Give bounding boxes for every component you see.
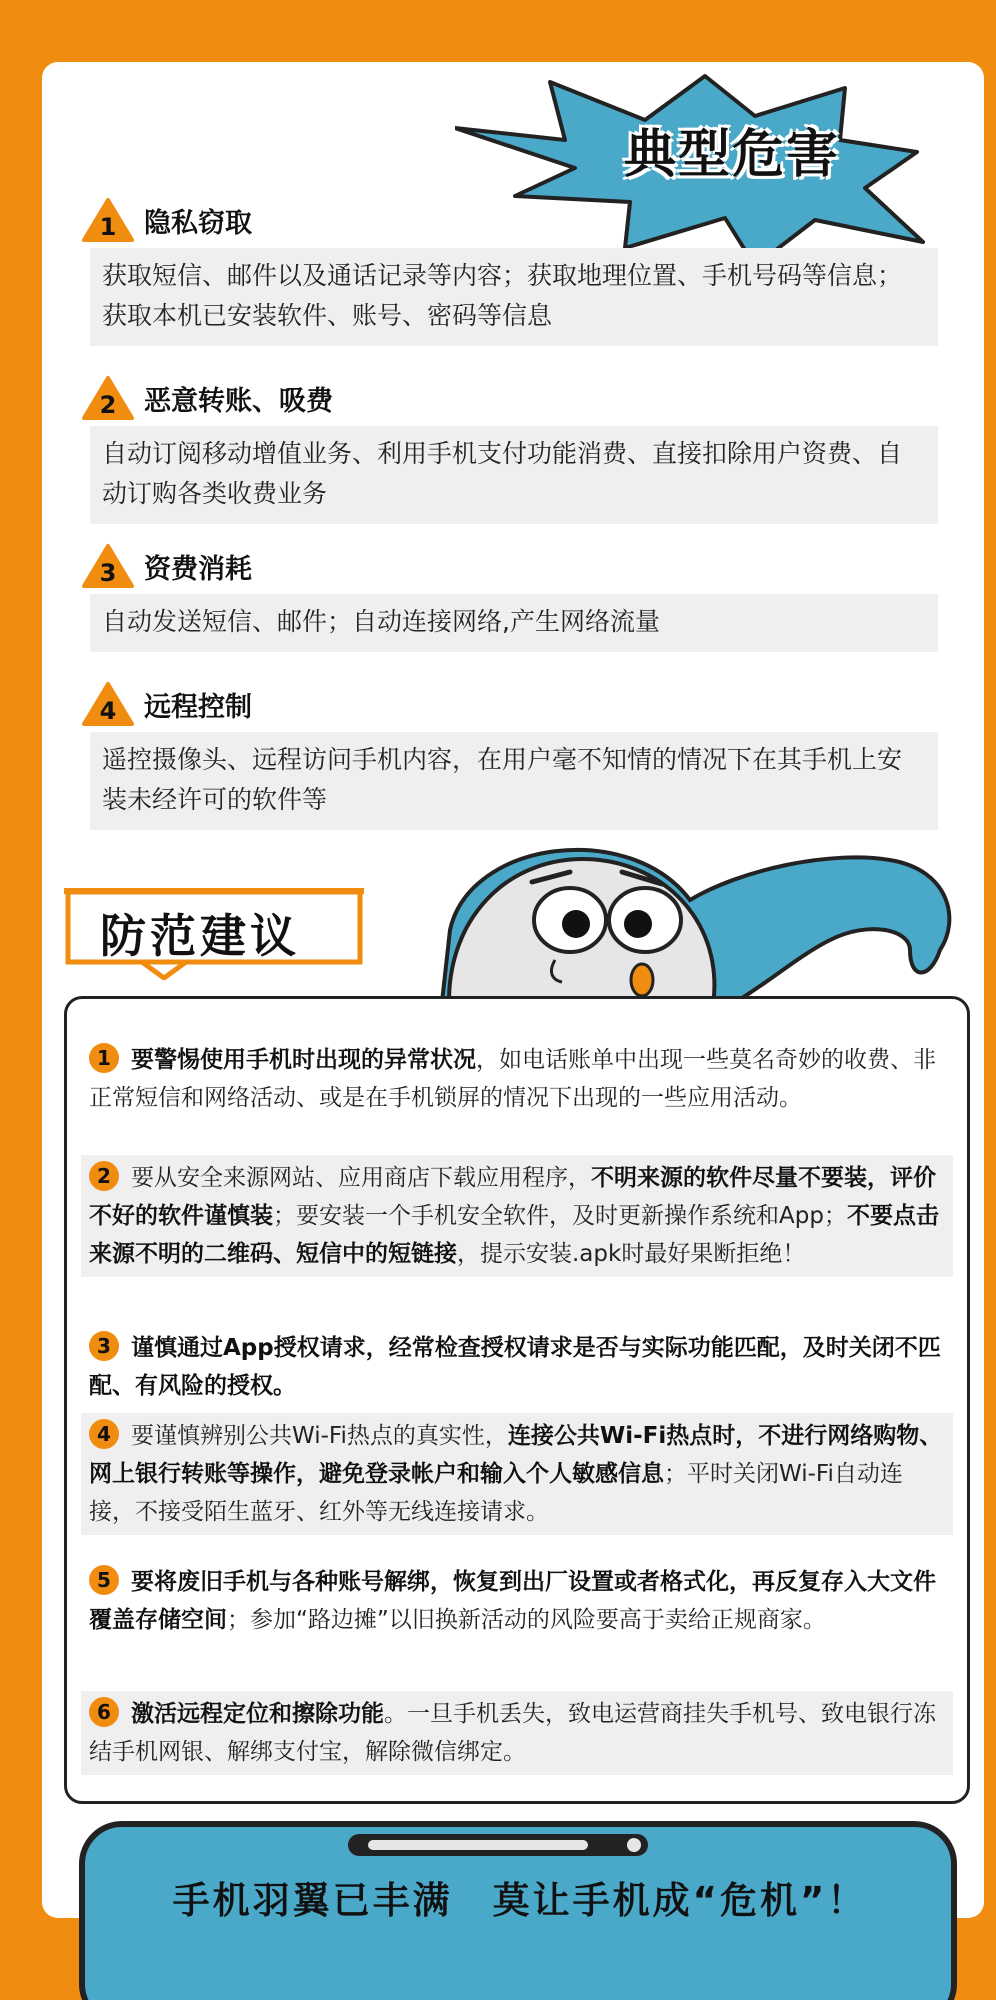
tip-item-6 bbox=[81, 1691, 953, 1775]
harm-description: 自动发送短信、邮件；自动连接网络,产生网络流量 bbox=[90, 594, 938, 652]
harm-item-1 bbox=[82, 196, 952, 346]
harm-description: 遥控摄像头、远程访问手机内容，在用户毫不知情的情况下在其手机上安装未经许可的软件等 bbox=[90, 732, 938, 830]
tip-number-badge: 5 bbox=[89, 1565, 119, 1595]
harm-number: 1 bbox=[99, 213, 117, 241]
tip-text: ；要安装一个手机安全软件，及时更新操作系统和App； bbox=[273, 1203, 847, 1229]
tip-number-badge: 4 bbox=[89, 1419, 119, 1449]
harm-title: 资费消耗 bbox=[144, 553, 252, 585]
harm-title: 恶意转账、吸费 bbox=[144, 385, 333, 417]
harm-item-4 bbox=[82, 680, 952, 830]
warning-triangle-icon bbox=[82, 681, 134, 727]
harm-number: 3 bbox=[99, 559, 117, 587]
tip-emphasis-text: 连接公共Wi-Fi热点时，不进行网络购物、网上银行转账等操作，避免登录帐户和输入个人敏感信息 bbox=[89, 1423, 943, 1487]
banner-title: 典型危害 bbox=[623, 125, 840, 185]
tip-emphasis-text: 要警惕使用手机时出现的异常状况 bbox=[131, 1047, 476, 1073]
footer-slogan: 手机羽翼已丰满 莫让手机成“危机”！ bbox=[172, 1879, 868, 1922]
prevention-title: 防范建议 bbox=[100, 909, 300, 963]
harm-item-2 bbox=[82, 374, 952, 524]
tip-text: 要从安全来源网站、应用商店下载应用程序， bbox=[131, 1165, 591, 1191]
harm-title: 隐私窃取 bbox=[144, 207, 252, 239]
tip-number-badge: 3 bbox=[89, 1331, 119, 1361]
harm-item-3 bbox=[82, 542, 952, 652]
tip-text: ；参加“路边摊”以旧换新活动的风险要高于卖给正规商家。 bbox=[227, 1607, 826, 1633]
harm-description: 获取短信、邮件以及通话记录等内容；获取地理位置、手机号码等信息；获取本机已安装软件、账号、密码等信息 bbox=[90, 248, 938, 346]
tip-item-3 bbox=[81, 1325, 953, 1409]
tip-text: ；平时关闭Wi-Fi自动连接，不接受陌生蓝牙、红外等无线连接请求。 bbox=[89, 1461, 903, 1525]
tip-emphasis-text: 不明来源的软件尽量不要装，评价不好的软件谨慎装 bbox=[89, 1165, 936, 1229]
tip-emphasis-text: 要将废旧手机与各种账号解绑，恢复到出厂设置或者格式化，再反复存入大文件覆盖存储空间 bbox=[89, 1569, 936, 1633]
harm-title: 远程控制 bbox=[144, 691, 252, 723]
warning-triangle-icon bbox=[82, 197, 134, 243]
tip-item-2 bbox=[81, 1155, 953, 1277]
tip-emphasis-text: 不要点击来源不明的二维码、短信中的短链接 bbox=[89, 1203, 939, 1267]
harm-number: 4 bbox=[99, 697, 117, 725]
warning-triangle-icon bbox=[82, 375, 134, 421]
warning-triangle-icon bbox=[82, 543, 134, 589]
tip-text: ，如电话账单中出现一些莫名奇妙的收费、非正常短信和网络活动、或是在手机锁屏的情况下出现的一些应用活动。 bbox=[89, 1047, 936, 1111]
harm-number: 2 bbox=[99, 391, 117, 419]
tip-text: 。一旦手机丢失，致电运营商挂失手机号、致电银行冻结手机网银、解绑支付宝，解除微信绑定。 bbox=[89, 1701, 936, 1765]
tip-number-badge: 2 bbox=[89, 1161, 119, 1191]
tip-text: ，提示安装.apk时最好果断拒绝！ bbox=[457, 1241, 806, 1267]
tip-emphasis-text: 激活远程定位和擦除功能 bbox=[131, 1701, 384, 1727]
harm-description: 自动订阅移动增值业务、利用手机支付功能消费、直接扣除用户资费、自动订购各类收费业务 bbox=[90, 426, 938, 524]
tip-item-5 bbox=[81, 1559, 953, 1643]
tip-item-4 bbox=[81, 1413, 953, 1535]
prevention-tips-box bbox=[64, 996, 970, 1804]
tip-number-badge: 6 bbox=[89, 1697, 119, 1727]
tip-item-1 bbox=[81, 1037, 953, 1121]
tip-emphasis-text: 谨慎通过App授权请求，经常检查授权请求是否与实际功能匹配，及时关闭不匹配、有风险的授权。 bbox=[89, 1335, 941, 1399]
tip-number-badge: 1 bbox=[89, 1043, 119, 1073]
tip-text: 要谨慎辨别公共Wi-Fi热点的真实性， bbox=[131, 1423, 508, 1449]
